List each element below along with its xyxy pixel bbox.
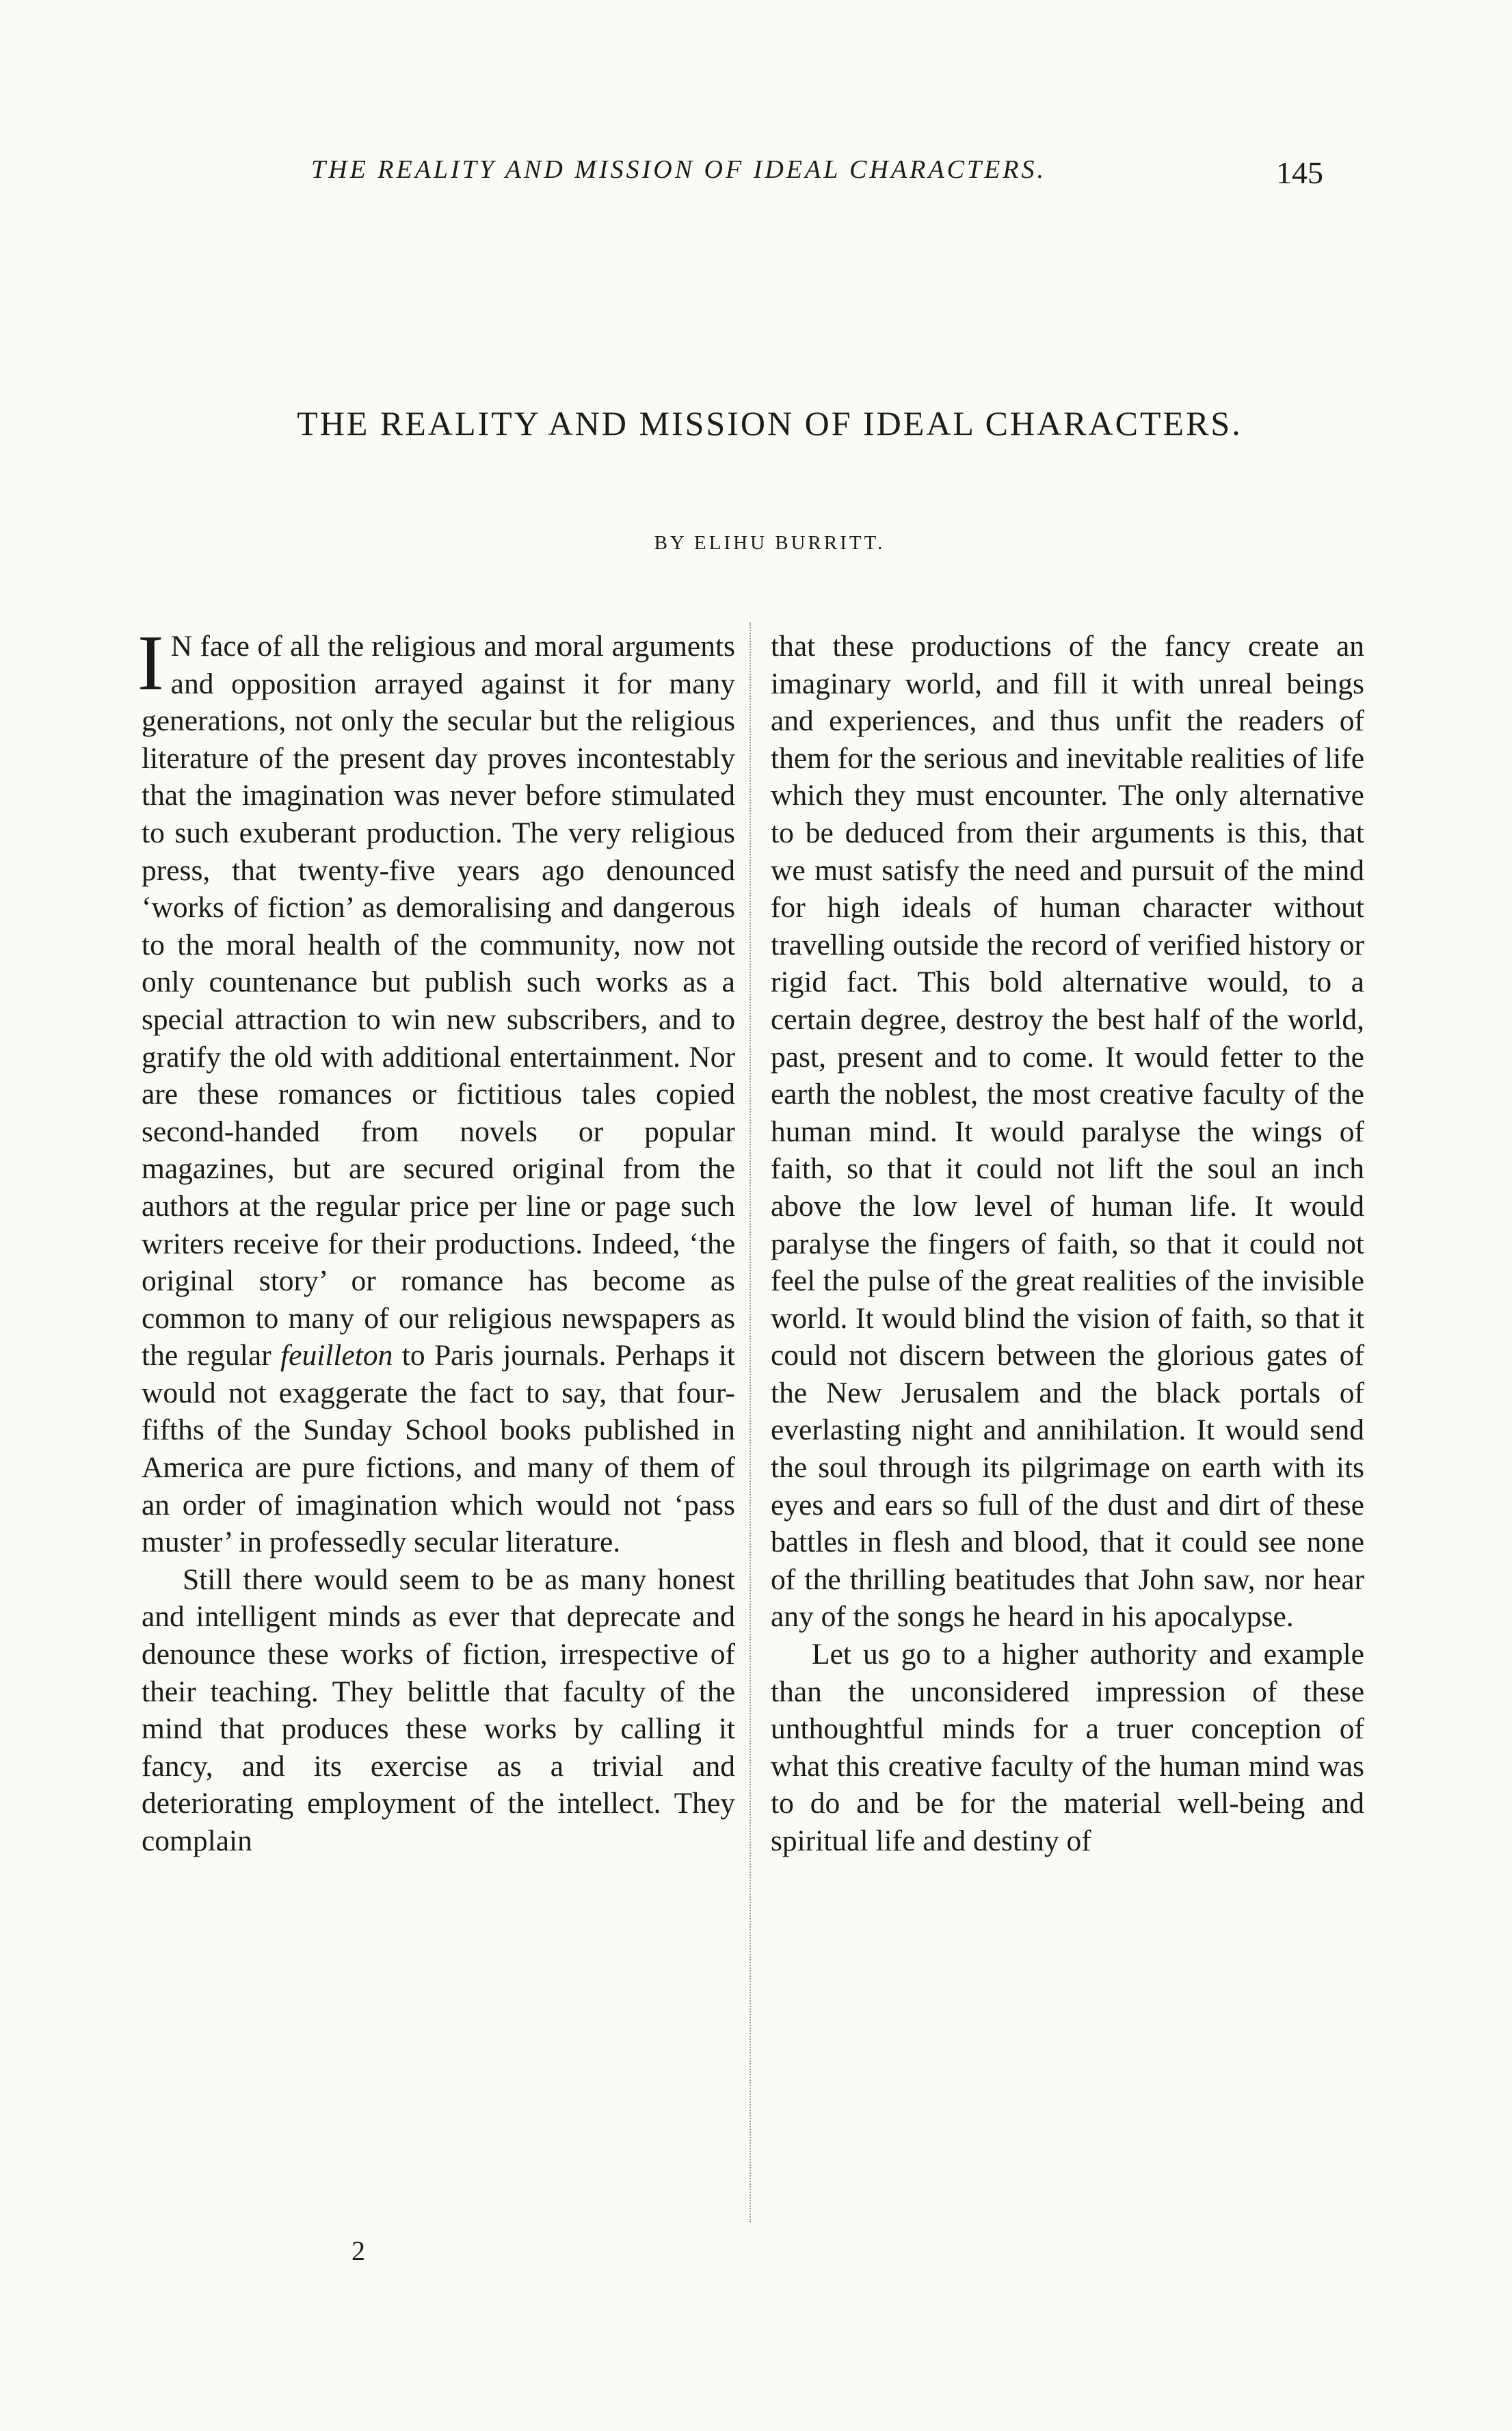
paragraph: Let us go to a higher authority and example than the unconsidered impression of these unthoughtful minds for a truer conception of what this creative faculty of the human mind was to do and be for the material well-being and spiritual life and destiny of (771, 1638, 1364, 1857)
paragraph: Still there would seem to be as many honest and intelligent minds as ever that deprecate and denounce these works of fiction, irrespective of their teaching. They belittle that faculty of the mind that produces these works by calling it fancy, and its exercise as a trivial and deteriorating employment of the intellect. They complain (142, 1563, 735, 1857)
paragraph-text: N face of all the religious and moral arguments and opposition arrayed against it for many generations, not only the secular but the religious literature of the present day proves incontestably that the imagination was never before stimulated to such exuberant production. The very religious press, that twenty-five years ago denounced ‘works of fiction’ as demoralising and dangerous to the moral health of the community, now not only countenance but publish such works as a special attraction to win new subscribers, and to gratify the old with additional entertainment. Nor are these romances or fictitious tales copied second-handed from novels or popular magazines, but are secured original from the authors at the regular price per line or page such writers receive for their productions. Indeed, ‘the original story’ or romance has become as common to many of our religious newspapers as the regular (142, 630, 735, 1372)
right-column (771, 628, 1364, 1860)
italic-term: feuilleton (280, 1339, 393, 1372)
paragraph (137, 620, 735, 1561)
column-divider (750, 622, 751, 2222)
running-head (0, 155, 1512, 196)
article-title: THE REALITY AND MISSION OF IDEAL CHARACTERS. (297, 404, 1243, 442)
drop-cap: I (137, 620, 164, 707)
signature-mark: 2 (352, 2235, 365, 2266)
running-title: THE REALITY AND MISSION OF IDEAL CHARACTERS. (311, 155, 1046, 184)
paragraph: that these productions of the fancy create an imaginary world, and fill it with unreal beings and experiences, and thus unfit the readers of them for the serious and inevitable realities of life which they must encounter. The only alternative to be deduced from their arguments is this, that we must satisfy the need and pursuit of the mind for high ideals of human character without travelling outside the record of verified history or rigid fact. This bold alternative would, to a certain degree, destroy the best half of the world, past, present and to come. It would fetter to the earth the noblest, the most creative faculty of the human mind. It would paralyse the wings of faith, so that it could not lift the soul an inch above the low level of human life. It would paralyse the fingers of faith, so that it could not feel the pulse of the great realities of the invisible world. It would blind the vision of faith, so that it could not discern between the glorious gates of the New Jerusalem and the black portals of everlasting night and annihilation. It would send the soul through its pilgrimage on earth with its eyes and ears so full of the dust and dirt of these battles in flesh and blood, that it could see none of the thrilling beatitudes that John saw, nor hear any of the songs he heard in his apocalypse. (771, 630, 1364, 1634)
byline: BY ELIHU BURRITT. (654, 532, 886, 554)
left-column (137, 620, 735, 1860)
page-number: 145 (1276, 155, 1323, 190)
paragraph-text: to Paris journals. Perhaps it would not exaggerate the fact to say, that four-fifths of the Sunday School books published in America are pure fictions, and many of them of an order of imagination which would not ‘pass muster’ in professedly secular literature. (142, 1339, 735, 1559)
